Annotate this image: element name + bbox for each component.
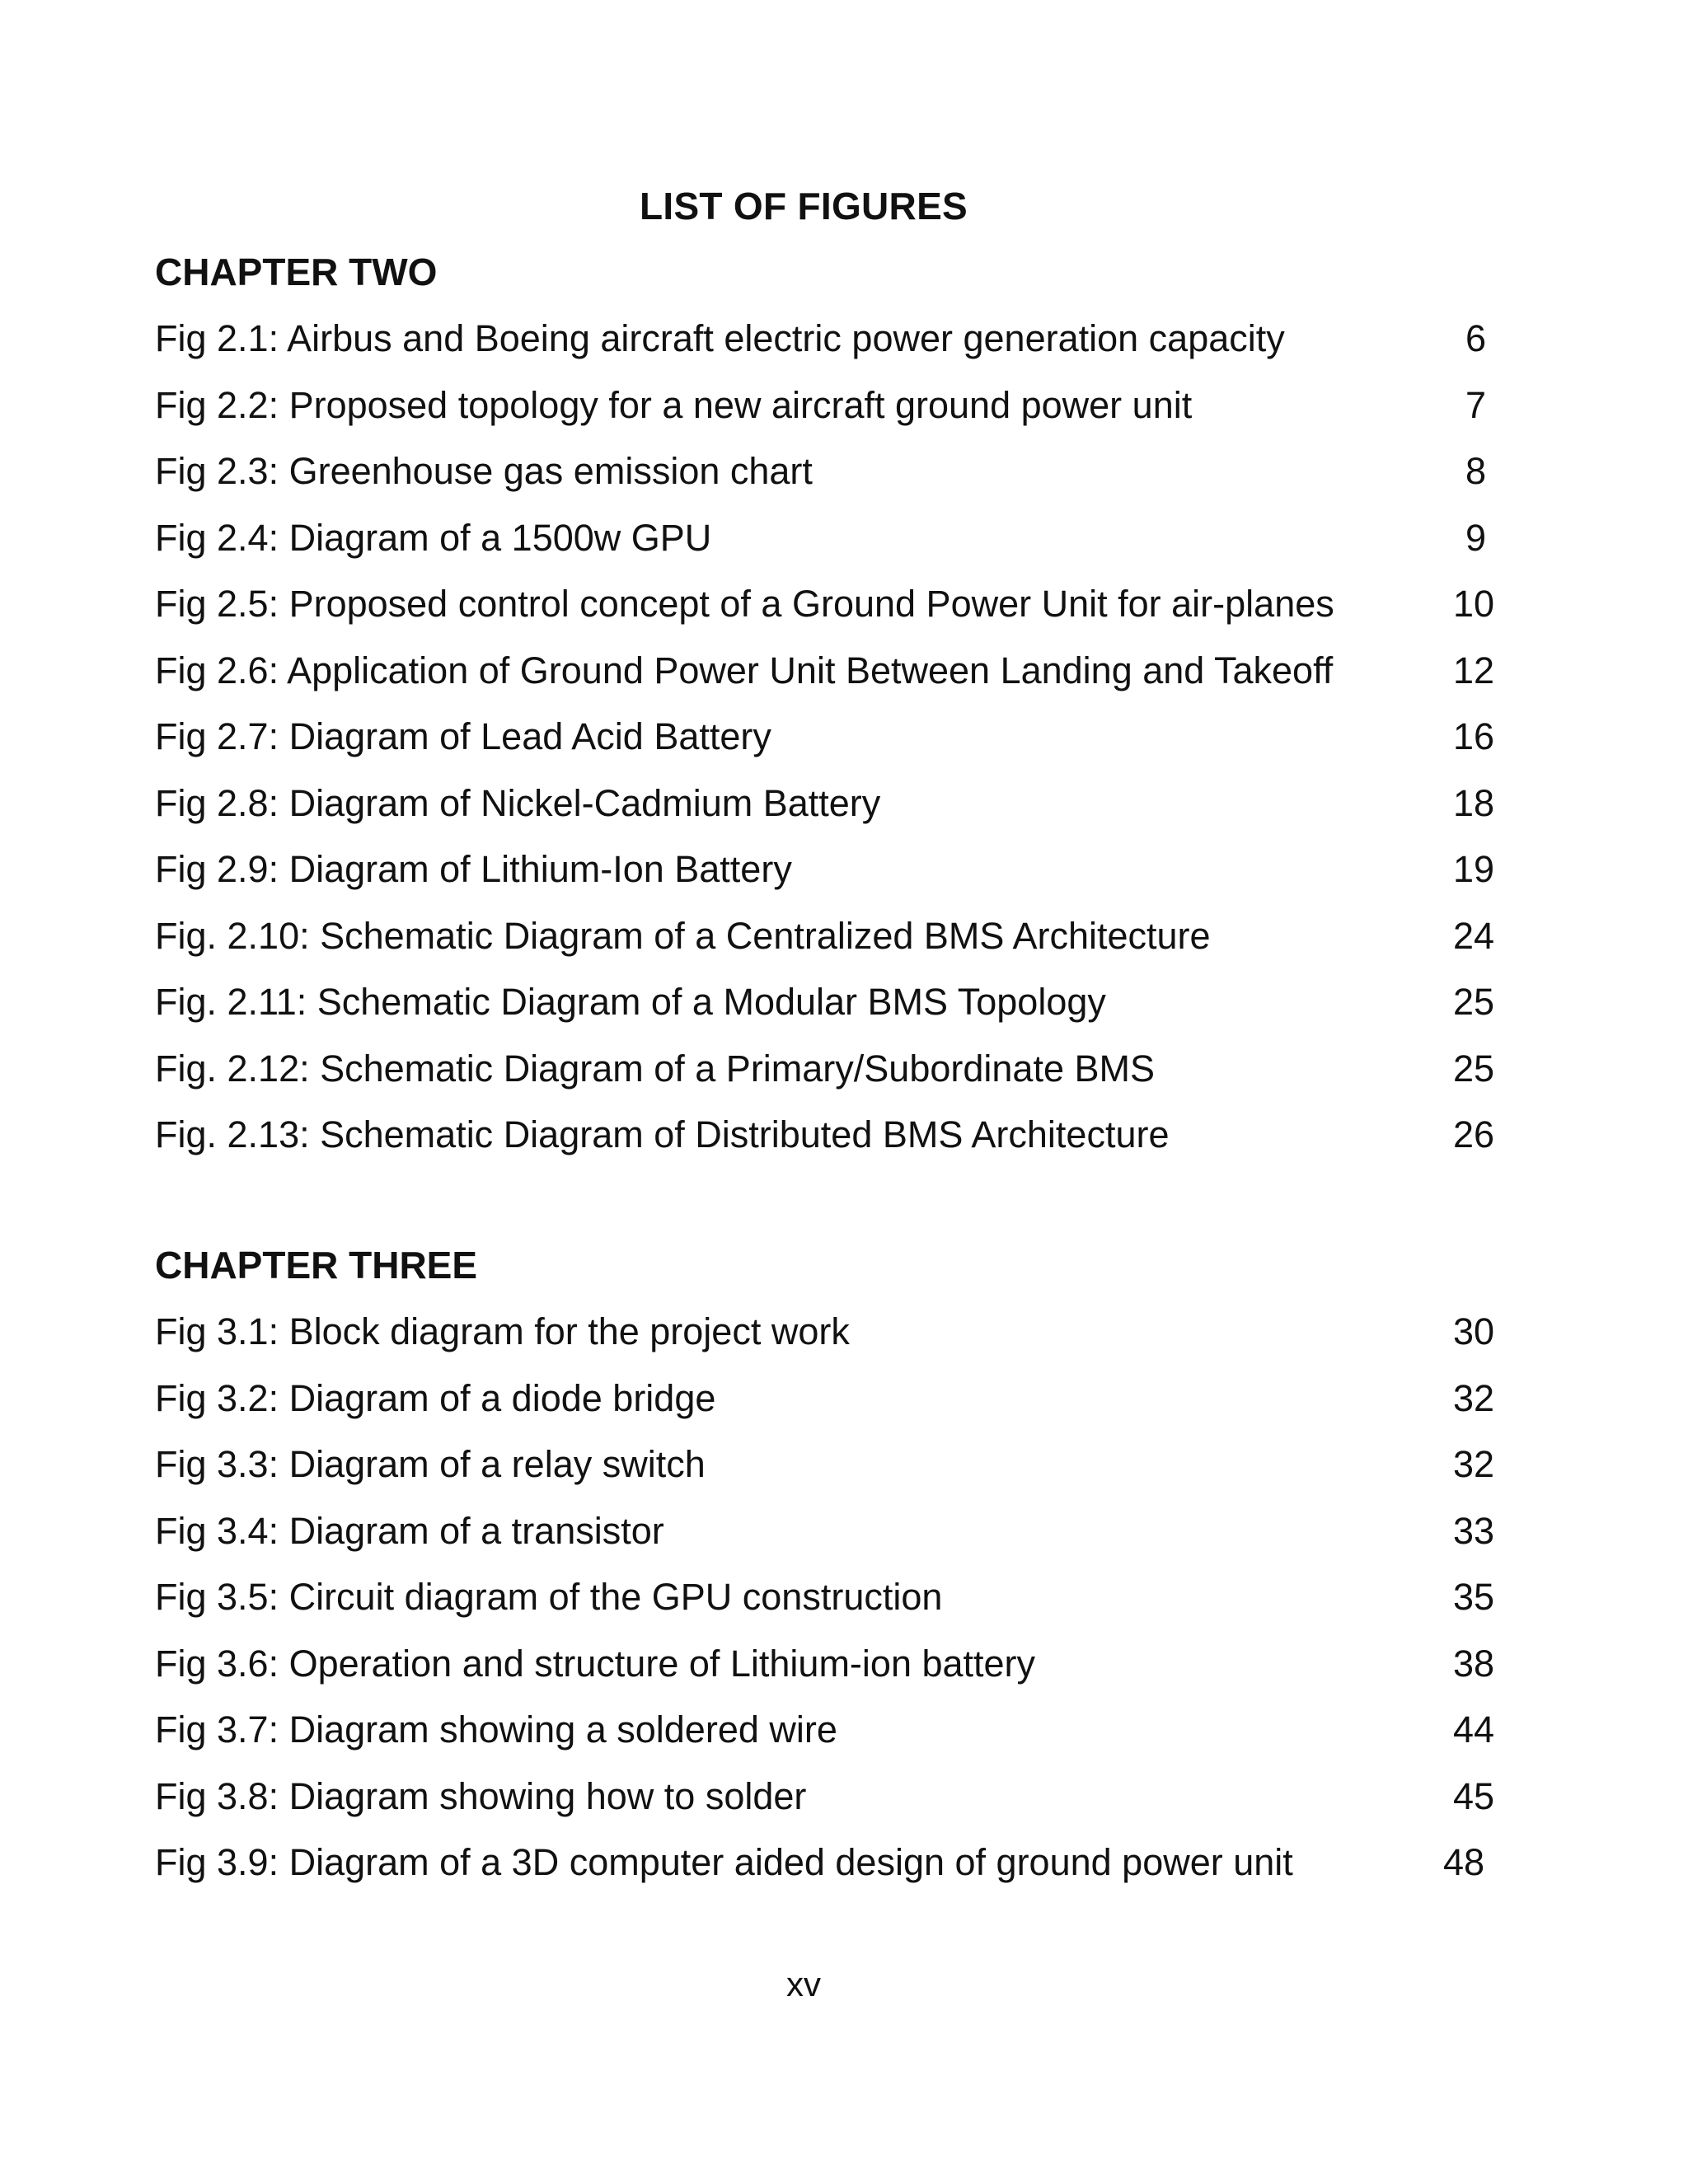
figure-entry-page: 26	[1452, 1113, 1494, 1155]
figure-entry	[155, 316, 1494, 382]
figure-entry-label: Fig 3.9: Diagram of a 3D computer aided design of ground power unit	[155, 1841, 1293, 1883]
figure-entry-label: Fig 3.4: Diagram of a transistor	[155, 1509, 664, 1552]
figure-entry	[155, 1574, 1494, 1641]
figure-entry-label: Fig 3.1: Block diagram for the project work	[155, 1310, 850, 1352]
figure-entry-page: 16	[1452, 715, 1494, 757]
figure-entry	[155, 581, 1494, 648]
figure-entry-page: 35	[1452, 1576, 1494, 1618]
figure-entry-page: 30	[1452, 1310, 1494, 1352]
figure-entry	[155, 515, 1494, 582]
figure-entry	[155, 448, 1494, 515]
figure-entry-page: 25	[1452, 981, 1494, 1023]
figure-entry-page: 18	[1452, 781, 1494, 824]
figure-entry-label: Fig 3.2: Diagram of a diode bridge	[155, 1376, 716, 1419]
figure-entry	[155, 979, 1494, 1046]
figure-entry	[155, 714, 1494, 780]
figure-entry-label: Fig 3.5: Circuit diagram of the GPU construction	[155, 1576, 943, 1618]
figure-entry-label: Fig. 2.11: Schematic Diagram of a Modular BMS Topology	[155, 981, 1106, 1023]
figure-entry	[155, 780, 1494, 847]
figure-entry	[155, 1840, 1494, 1906]
figure-entry	[155, 1309, 1494, 1376]
figure-entry	[155, 1774, 1494, 1840]
figure-entry-page: 10	[1452, 583, 1494, 625]
figure-entry-label: Fig. 2.10: Schematic Diagram of a Centralized BMS Architecture	[155, 914, 1211, 957]
figure-entry-label: Fig 2.3: Greenhouse gas emission chart	[155, 450, 813, 492]
figure-entry	[155, 1707, 1494, 1774]
figure-entry-page: 12	[1452, 649, 1494, 691]
figure-entry-page: 48	[1442, 1841, 1484, 1883]
figure-entry-page: 44	[1452, 1708, 1494, 1750]
chapter-heading-two: CHAPTER TWO	[155, 251, 438, 293]
figure-entry-label: Fig 2.8: Diagram of Nickel-Cadmium Battery	[155, 781, 881, 824]
figure-entry-page: 38	[1452, 1642, 1494, 1685]
figure-entry-page: 33	[1452, 1509, 1494, 1552]
page-title: LIST OF FIGURES	[639, 185, 968, 227]
figure-entry	[155, 846, 1494, 913]
figure-entry-page: 32	[1452, 1443, 1494, 1485]
figure-entry-label: Fig 3.6: Operation and structure of Lithium-ion battery	[155, 1642, 1036, 1685]
figure-entry	[155, 1641, 1494, 1708]
figure-entry-label: Fig. 2.13: Schematic Diagram of Distributed BMS Architecture	[155, 1113, 1170, 1155]
figure-entry	[155, 648, 1494, 715]
figure-entry	[155, 1441, 1494, 1508]
figure-entry-page: 25	[1452, 1047, 1494, 1090]
figure-entry	[155, 1508, 1494, 1575]
figure-entry	[155, 913, 1494, 980]
figure-list-chapter-three	[155, 1309, 1494, 1906]
figure-entry-label: Fig 2.7: Diagram of Lead Acid Battery	[155, 715, 771, 757]
figure-entry-label: Fig 2.2: Proposed topology for a new aircraft ground power unit	[155, 383, 1193, 426]
figure-entry-label: Fig 3.3: Diagram of a relay switch	[155, 1443, 706, 1485]
figure-entry-page: 45	[1452, 1774, 1494, 1817]
figure-entry-label: Fig 2.6: Application of Ground Power Unit Between Landing and Takeoff	[155, 649, 1334, 691]
figure-entry	[155, 1112, 1494, 1179]
figure-entry-page: 7	[1465, 383, 1486, 426]
figure-entry-page: 8	[1465, 450, 1486, 492]
figure-entry-label: Fig 3.7: Diagram showing a soldered wire	[155, 1708, 837, 1750]
figure-entry	[155, 382, 1494, 449]
figure-entry-label: Fig 2.9: Diagram of Lithium-Ion Battery	[155, 848, 792, 890]
figure-entry-label: Fig 2.1: Airbus and Boeing aircraft electric power generation capacity	[155, 317, 1285, 359]
figure-entry-label: Fig. 2.12: Schematic Diagram of a Primary/Subordinate BMS	[155, 1047, 1156, 1090]
figure-entry-page: 19	[1452, 848, 1494, 890]
figure-entry	[155, 1046, 1494, 1113]
figure-entry-label: Fig 3.8: Diagram showing how to solder	[155, 1774, 807, 1817]
figure-entry	[155, 1376, 1494, 1442]
figure-entry-page: 9	[1465, 516, 1486, 559]
figure-entry-label: Fig 2.4: Diagram of a 1500w GPU	[155, 516, 712, 559]
figure-entry-label: Fig 2.5: Proposed control concept of a Ground Power Unit for air-planes	[155, 583, 1334, 625]
figure-entry-page: 6	[1465, 317, 1486, 359]
figure-list-chapter-two	[155, 316, 1494, 1179]
figure-entry-page: 32	[1452, 1376, 1494, 1419]
page-number: xv	[786, 1965, 821, 2004]
chapter-heading-three: CHAPTER THREE	[155, 1244, 478, 1286]
figure-entry-page: 24	[1452, 914, 1494, 957]
